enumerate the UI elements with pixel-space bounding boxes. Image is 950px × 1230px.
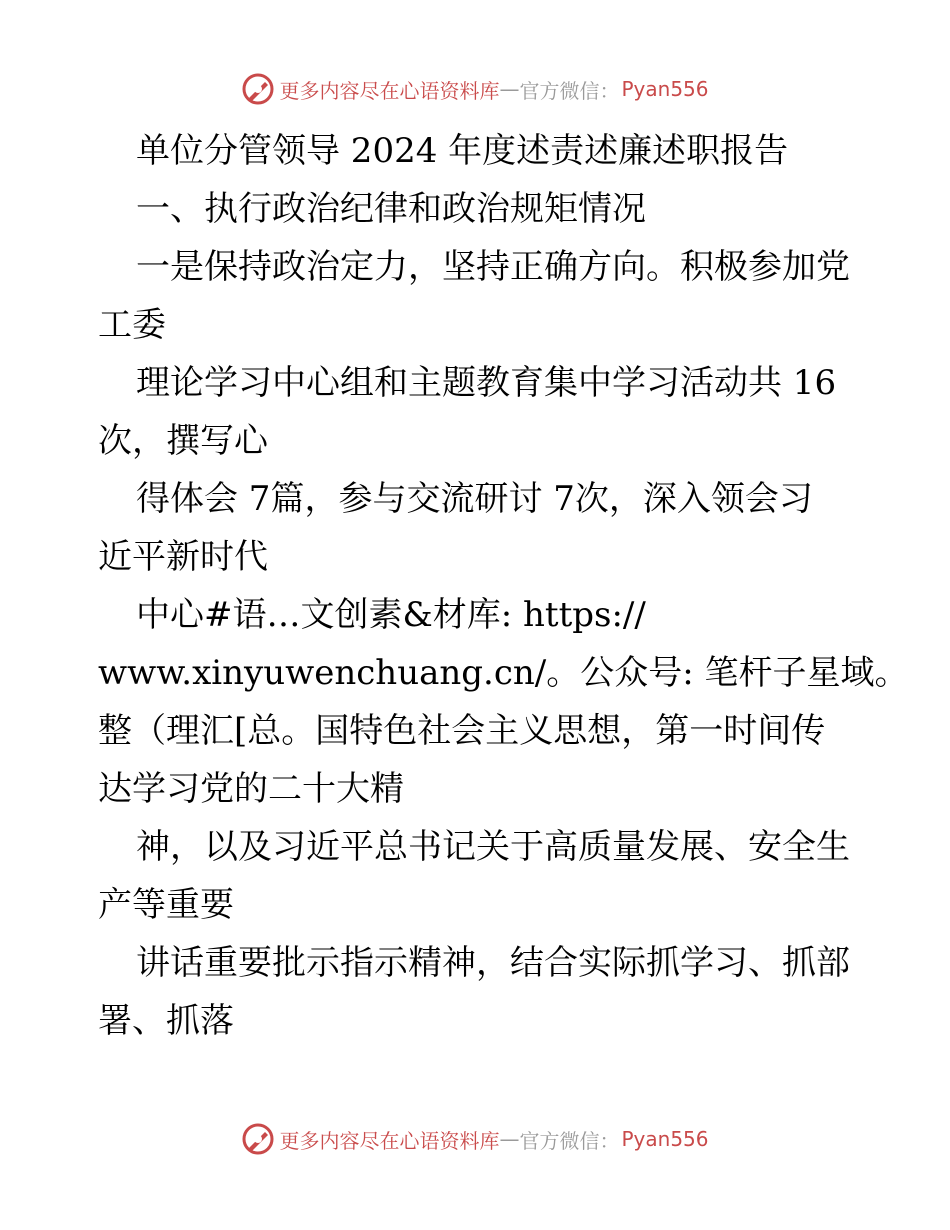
paragraph-line: 一是保持政治定力，坚持正确方向。积极参加党	[136, 247, 850, 287]
watermark-main-text: 更多内容尽在心语资料库	[279, 78, 500, 103]
header-watermark	[0, 72, 950, 106]
document-body	[98, 122, 909, 1050]
watermark-main-text: 更多内容尽在心语资料库	[279, 1128, 500, 1153]
paragraph-line: 得体会 7篇，参与交流研讨 7次，深入领会习	[136, 479, 813, 519]
watermark-sub-text: 官方微信：	[519, 1128, 620, 1153]
paragraph-line: 产等重要	[98, 885, 234, 925]
footer-watermark	[0, 1122, 950, 1156]
paragraph-line: 近平新时代	[98, 537, 268, 577]
watermark-wechat-id: Pyan556	[621, 77, 709, 101]
watermark-wechat-id: Pyan556	[621, 1127, 709, 1151]
paragraph-line: 署、抓落	[98, 1001, 234, 1041]
paragraph-line: 工委	[98, 305, 166, 345]
paragraph-line: 整（理汇[总。国特色社会主义思想，第一时间传	[98, 711, 826, 751]
document-title: 单位分管领导 2024 年度述责述廉述职报告	[136, 131, 789, 171]
paragraph-line: 次，撰写心	[98, 421, 268, 461]
section-heading: 一、执行政治纪律和政治规矩情况	[136, 189, 646, 229]
paragraph-line: www.xinyuwenchuang.cn/。公众号: 笔杆子星域。	[98, 653, 909, 693]
pen-logo-icon	[241, 72, 275, 106]
paragraph-line: 理论学习中心组和主题教育集中学习活动共 16	[136, 363, 837, 403]
paragraph-line: 中心#语…文创素&材库: https://	[136, 595, 646, 635]
watermark-dash: —	[499, 77, 520, 101]
paragraph-line: 达学习党的二十大精	[98, 769, 404, 809]
paragraph-line: 讲话重要批示指示精神，结合实际抓学习、抓部	[136, 943, 850, 983]
watermark-sub-text: 官方微信：	[519, 78, 620, 103]
paragraph-line: 神，以及习近平总书记关于高质量发展、安全生	[136, 827, 850, 867]
watermark-dash: —	[499, 1127, 520, 1151]
pen-logo-icon	[241, 1122, 275, 1156]
